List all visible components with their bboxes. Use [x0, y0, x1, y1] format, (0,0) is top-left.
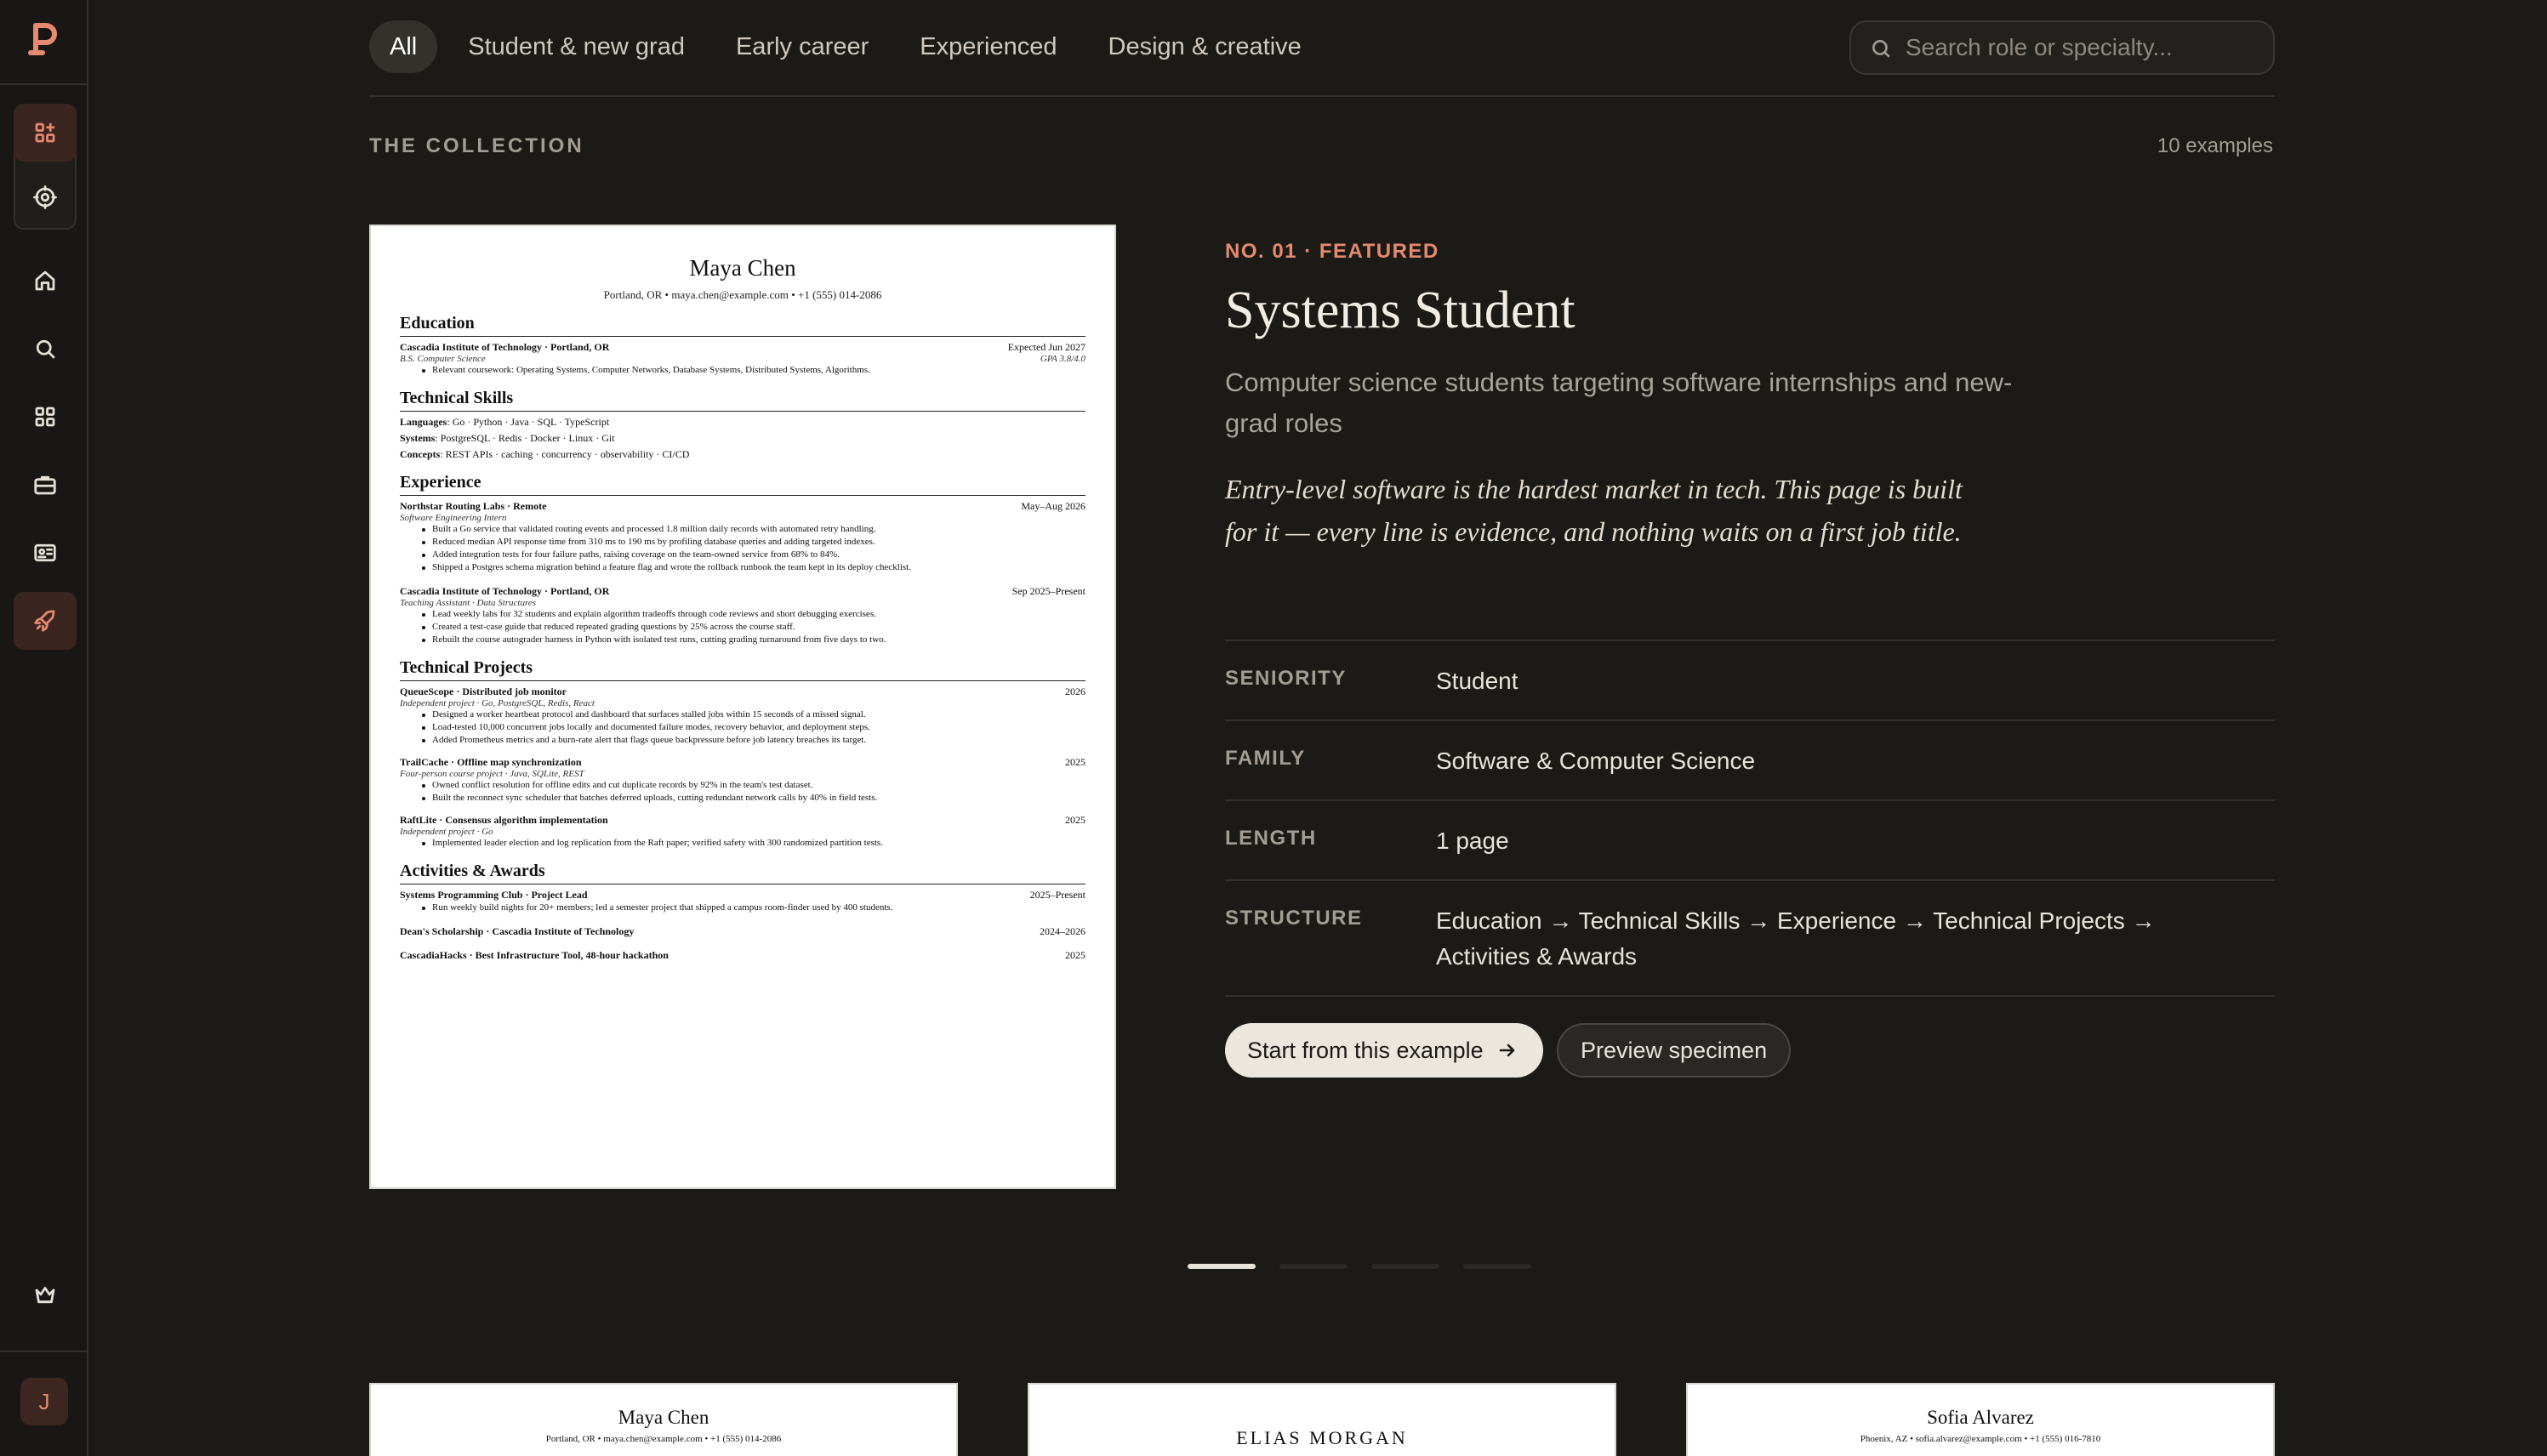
resume-entry-row [400, 685, 1085, 698]
filter-bar [369, 0, 2275, 97]
resume-entry-subtitle [400, 598, 1085, 608]
filter-tab[interactable]: Experienced [920, 32, 1057, 60]
spec-key: LENGTH [1225, 827, 1317, 850]
contact-item: Phoenix, AZ [1860, 1434, 1908, 1444]
carousel-dot[interactable] [1279, 1264, 1348, 1269]
entry-org: QueueScope · Distributed job monitor [400, 685, 567, 697]
resume-bullet: Lead weekly labs for 32 students and explain algorithm tradeoffs through code reviews and short debugging exercises. [432, 608, 1085, 621]
resume-entry-row [400, 925, 1085, 938]
resume-bullet: Run weekly build nights for 20+ members; led a semester project that shipped a campus room-finder used by 400 students. [432, 901, 1085, 914]
resume-entry-subtitle [400, 354, 1085, 364]
filter-tab[interactable]: All [369, 20, 437, 73]
skill-values: : Go · Python · Java · SQL · TypeScript [447, 416, 610, 428]
resume-bullet: Created a test-case guide that reduced repeated grading questions by 25% across the course staff. [432, 621, 1085, 634]
filter-tab[interactable]: Student & new grad [468, 32, 685, 60]
spec-key: FAMILY [1225, 747, 1306, 770]
bullet-separator: • [662, 288, 672, 301]
resume-preview[interactable] [369, 225, 1116, 1189]
example-card[interactable] [1028, 1383, 1616, 1456]
resume-entry-subtitle [400, 769, 1085, 779]
crown-icon[interactable] [14, 1265, 77, 1323]
sidebar-toolgroup [14, 104, 77, 230]
resume-entry-row [400, 889, 1085, 901]
resume-contact [400, 288, 1085, 302]
card-contact [371, 1434, 956, 1444]
entry-role: Four-person course project · Java, SQLite, REST [400, 769, 584, 779]
resume-entry-row [400, 500, 1085, 513]
resume-bullet: Built the reconnect sync scheduler that batches deferred uploads, cutting redundant network calls by 40% in field tests. [432, 792, 1085, 805]
sidebar-divider [0, 1351, 87, 1352]
resume-bullet: Reduced median API response time from 310 ms to 190 ms by profiling database queries and adding targeted indexes. [432, 536, 1085, 549]
entry-date: 2025 [1065, 814, 1085, 826]
spec-row [1225, 721, 2275, 801]
resume-bullet: Relevant coursework: Operating Systems, Computer Networks, Database Systems, Distributed Systems, Algorithms. [432, 364, 1085, 377]
resume-bullet: Added Prometheus metrics and a burn-rate alert that flags queue backpressure before job latency breaches its target. [432, 734, 1085, 747]
carousel-indicator [1188, 1264, 1531, 1269]
resume-section-heading: Technical Projects [400, 658, 1085, 681]
resume-section-heading: Experience [400, 473, 1085, 496]
resume-bullet: Rebuilt the course autograder harness in Python with isolated test runs, cutting grading turnaround from five days to two. [432, 634, 1085, 646]
example-count: 10 examples [2157, 134, 2273, 157]
spec-value: Student [1436, 668, 1519, 694]
contact-item: +1 (555) 014-2086 [710, 1434, 782, 1444]
logo-icon[interactable] [20, 14, 68, 61]
spacer [400, 574, 1085, 583]
preview-specimen-button[interactable]: Preview specimen [1557, 1023, 1791, 1078]
spec-row [1225, 641, 2275, 721]
entry-date: Sep 2025–Present [1011, 585, 1085, 597]
entry-role: B.S. Computer Science [400, 354, 486, 364]
grid-icon[interactable] [14, 388, 77, 446]
card-name: ELIAS MORGAN [1236, 1427, 1408, 1448]
resume-bullet: Designed a worker heartbeat protocol and dashboard that surfaces stalled jobs within 15 seconds of a missed signal. [432, 708, 1085, 721]
featured-quote: Entry-level software is the hardest market in tech. This page is built for it — every line is evidence, and nothing waits on a first job title. [1225, 474, 1963, 547]
entry-date: Expected Jun 2027 [1007, 341, 1085, 353]
card-name: Maya Chen [618, 1407, 709, 1428]
contact-item: maya.chen@example.com [603, 1434, 703, 1444]
start-button-label: Start from this example [1247, 1037, 1484, 1063]
bullet-separator: • [2021, 1434, 2031, 1444]
home-icon[interactable] [14, 252, 77, 310]
contact-item: Portland, OR [545, 1434, 595, 1444]
featured-kicker: NO. 01 · FEATURED [1225, 240, 1439, 263]
entry-date: 2025–Present [1029, 889, 1085, 901]
resume-entry-row [400, 949, 1085, 962]
skill-values: : REST APIs · caching · concurrency · observability · CI/CD [440, 448, 690, 460]
bullet-separator: • [1907, 1434, 1916, 1444]
settings-icon[interactable] [14, 168, 77, 226]
contact-item: Portland, OR [603, 288, 663, 301]
spec-value: Education → Technical Skills → Experience → Technical Projects → Activities & Awards [1436, 907, 2156, 970]
skill-row [400, 416, 1085, 429]
resume-section-heading: Education [400, 314, 1085, 337]
search-icon [1870, 37, 1892, 60]
resume-entry-row [400, 756, 1085, 769]
contact-item: maya.chen@example.com [671, 288, 789, 301]
entry-org: Cascadia Institute of Technology · Portland, OR [400, 341, 610, 353]
entry-role: Software Engineering Intern [400, 513, 507, 523]
sidebar [0, 0, 88, 1456]
contact-item: sofia.alvarez@example.com [1915, 1434, 2022, 1444]
section-label: THE COLLECTION [369, 134, 584, 157]
filter-tab[interactable]: Design & creative [1108, 32, 1302, 60]
resume-bullet: Shipped a Postgres schema migration behind a feature flag and wrote the rollback runbook the team kept in its deploy checklist. [432, 561, 1085, 574]
carousel-dot[interactable] [1371, 1264, 1439, 1269]
entry-org: TrailCache · Offline map synchronization [400, 756, 582, 768]
arrow-right-icon [1497, 1040, 1518, 1061]
resume-entry-row [400, 585, 1085, 598]
search-box[interactable] [1849, 20, 2275, 75]
resume-body [400, 314, 1085, 962]
spacer [400, 938, 1085, 947]
resume-bullet: Owned conflict resolution for offline edits and cut duplicate records by 92% in the team's test dataset. [432, 779, 1085, 792]
resume-bullet: Built a Go service that validated routing events and processed 1.8 million daily records with automated retry handling. [432, 523, 1085, 536]
resume-section-heading: Technical Skills [400, 389, 1085, 412]
example-card[interactable] [369, 1383, 958, 1456]
skill-values: : PostgreSQL · Redis · Docker · Linux · Git [435, 432, 615, 444]
bullet-separator: • [595, 1434, 604, 1444]
spec-key: STRUCTURE [1225, 907, 1363, 930]
resume-entry-row [400, 814, 1085, 827]
sidebar-divider [0, 83, 87, 85]
filter-tab[interactable]: Early career [735, 32, 869, 60]
entry-org: Northstar Routing Labs · Remote [400, 500, 547, 512]
skill-row [400, 432, 1085, 445]
start-from-example-button[interactable] [1225, 1023, 1543, 1078]
search-input[interactable] [1906, 29, 2263, 66]
resume-bullet: Implemented leader election and log replication from the Raft paper; verified safety with 300 randomized partition tests. [432, 837, 1085, 850]
entry-role: Independent project · Go, PostgreSQL, Redis, React [400, 698, 595, 708]
id-card-icon[interactable] [14, 524, 77, 582]
resume-bullet: Load-tested 10,000 concurrent jobs locally and documented failure modes, recovery behavior, and deployment steps. [432, 721, 1085, 734]
card-contact [1688, 1434, 2273, 1444]
featured-subtitle: Computer science students targeting software internships and new-grad roles [1225, 367, 2013, 438]
spec-row [1225, 881, 2275, 997]
briefcase-icon[interactable] [14, 456, 77, 514]
entry-meta: GPA 3.8/4.0 [1040, 354, 1085, 364]
resume-name: Maya Chen [689, 255, 796, 281]
skill-key: Concepts [400, 448, 441, 460]
spec-value: 1 page [1436, 828, 1509, 854]
spec-table [1225, 640, 2275, 997]
entry-date: 2025 [1065, 756, 1085, 768]
skill-key: Systems [400, 432, 436, 444]
layout-add-icon[interactable] [14, 104, 77, 162]
carousel-dot[interactable] [1188, 1264, 1256, 1269]
resume-entry-row [400, 341, 1085, 354]
spacer [400, 914, 1085, 923]
skill-row [400, 448, 1085, 461]
spec-value: Software & Computer Science [1436, 748, 1756, 774]
entry-org: CascadiaHacks · Best Infrastructure Tool, 48-hour hackathon [400, 949, 669, 961]
entry-date: 2026 [1065, 685, 1085, 697]
avatar[interactable]: J [20, 1378, 68, 1425]
entry-date: 2024–2026 [1040, 925, 1085, 937]
carousel-dot[interactable] [1463, 1264, 1531, 1269]
spec-key: SENIORITY [1225, 667, 1347, 690]
search-icon[interactable] [14, 320, 77, 378]
resume-section-heading: Activities & Awards [400, 862, 1085, 884]
entry-org: Cascadia Institute of Technology · Portland, OR [400, 585, 610, 597]
bullet-separator: • [702, 1434, 710, 1444]
resume-entry-subtitle [400, 827, 1085, 837]
resume-bullet: Added integration tests for four failure paths, raising coverage on the team-owned service from 68% to 84%. [432, 549, 1085, 561]
entry-org: Dean's Scholarship · Cascadia Institute of Technology [400, 925, 635, 937]
entry-role: Teaching Assistant · Data Structures [400, 598, 537, 608]
spacer [400, 805, 1085, 811]
card-name: Sofia Alvarez [1927, 1407, 2034, 1428]
example-card[interactable] [1686, 1383, 2275, 1456]
spec-row [1225, 801, 2275, 881]
bullet-separator: • [788, 288, 798, 301]
resume-entry-subtitle [400, 513, 1085, 523]
entry-org: RaftLite · Consensus algorithm implementation [400, 814, 608, 826]
page-title: Systems Student [1225, 282, 1575, 339]
entry-date: 2025 [1065, 949, 1085, 961]
entry-date: May–Aug 2026 [1021, 500, 1085, 512]
entry-role: Independent project · Go [400, 827, 493, 837]
filter-tabs [369, 20, 1322, 73]
skill-key: Languages [400, 416, 447, 428]
contact-item: +1 (555) 014-2086 [798, 288, 882, 301]
contact-item: +1 (555) 016-7810 [2030, 1434, 2101, 1444]
rocket-icon[interactable] [14, 592, 77, 650]
resume-entry-subtitle [400, 698, 1085, 708]
spacer [400, 747, 1085, 754]
entry-org: Systems Programming Club · Project Lead [400, 889, 588, 901]
